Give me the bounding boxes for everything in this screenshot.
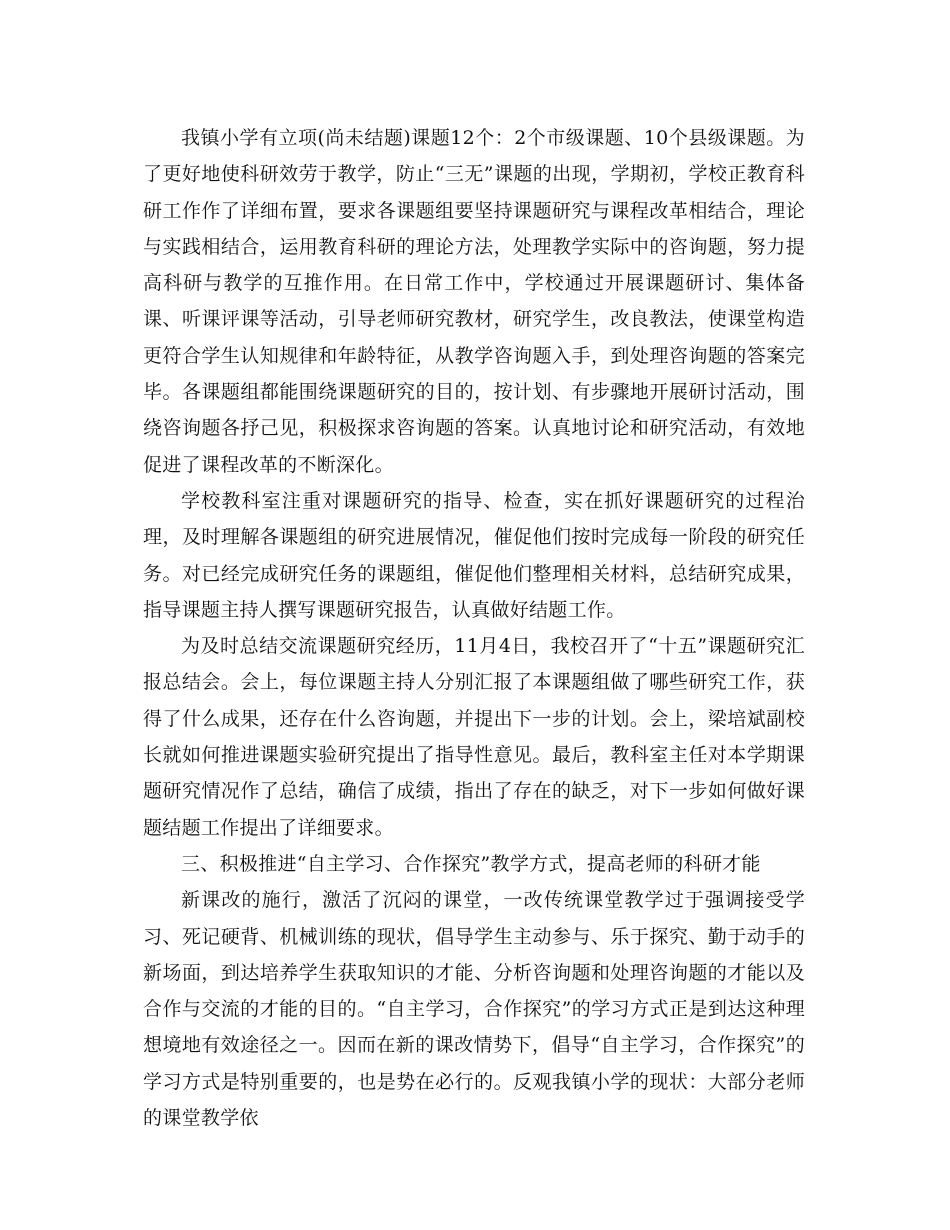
- paragraph-summary-meeting: 为及时总结交流课题研究经历，11月4日，我校召开了“十五”课题研究汇报总结会。会上，每位课题主持人分别汇报了本课题组做了哪些研究工作，获得了什么成果，还存在什么咨询题，并提出下一步的计划。会上，梁培斌副校长就如何推进课题实验研究提出了指导性意见。最后，教科室主任对本学期课题研究情况作了总结，确信了成绩，指出了存在的缺乏，对下一步如何做好课题结题工作提出了详细要求。: [143, 635, 805, 839]
- paragraph-new-curriculum: 新课改的施行，激活了沉闷的课堂，一改传统课堂教学过于强调接受学习、死记硬背、机械训练的现状，倡导学生主动参与、乐于探究、勤于动手的新场面，到达培养学生获取知识的才能、分析咨询题和处理咨询题的才能以及合作与交流的才能的目的。“自主学习，合作探究”的学习方式正是到达这种理想境地有效途径之一。因而在新的课改情势下，倡导“自主学习，合作探究”的学习方式是特别重要的，也是势在必行的。反观我镇小学的现状：大部分老师的课堂教学依: [143, 889, 805, 1130]
- paragraph-research-guidance: 学校教科室注重对课题研究的指导、检查，实在抓好课题研究的过程治理，及时理解各课题组的研究进展情况，催促他们按时完成每一阶段的研究任务。对已经完成研究任务的课题组，催促他们整理相关材料，总结研究成果，指导课题主持人撰写课题研究报告，认真做好结题工作。: [143, 489, 805, 621]
- section-heading: 三、积极推进“自主学习、合作探究”教学方式，提高老师的科研才能: [181, 852, 761, 875]
- paragraph-research-projects: 我镇小学有立项(尚未结题)课题12个：2个市级课题、10个县级课题。为了更好地使科研效劳于教学，防止“三无”课题的出现，学期初，学校正教育科研工作作了详细布置，要求各课题组要坚持课题研究与课程改革相结合，理论与实践相结合，运用教育科研的理论方法，处理教学实际中的咨询题，努力提高科研与教学的互推作用。在日常工作中，学校通过开展课题研讨、集体备课、听课评课等活动，引导老师研究教材，研究学生，改良教法，使课堂构造更符合学生认知规律和年龄特征，从教学咨询题入手，到处理咨询题的答案完毕。各课题组都能围绕课题研究的目的，按计划、有步骤地开展研讨活动，围绕咨询题各抒己见，积极探求咨询题的答案。认真地讨论和研究活动，有效地促进了课程改革的不断深化。: [143, 127, 805, 476]
- document-body: [143, 120, 805, 1136]
